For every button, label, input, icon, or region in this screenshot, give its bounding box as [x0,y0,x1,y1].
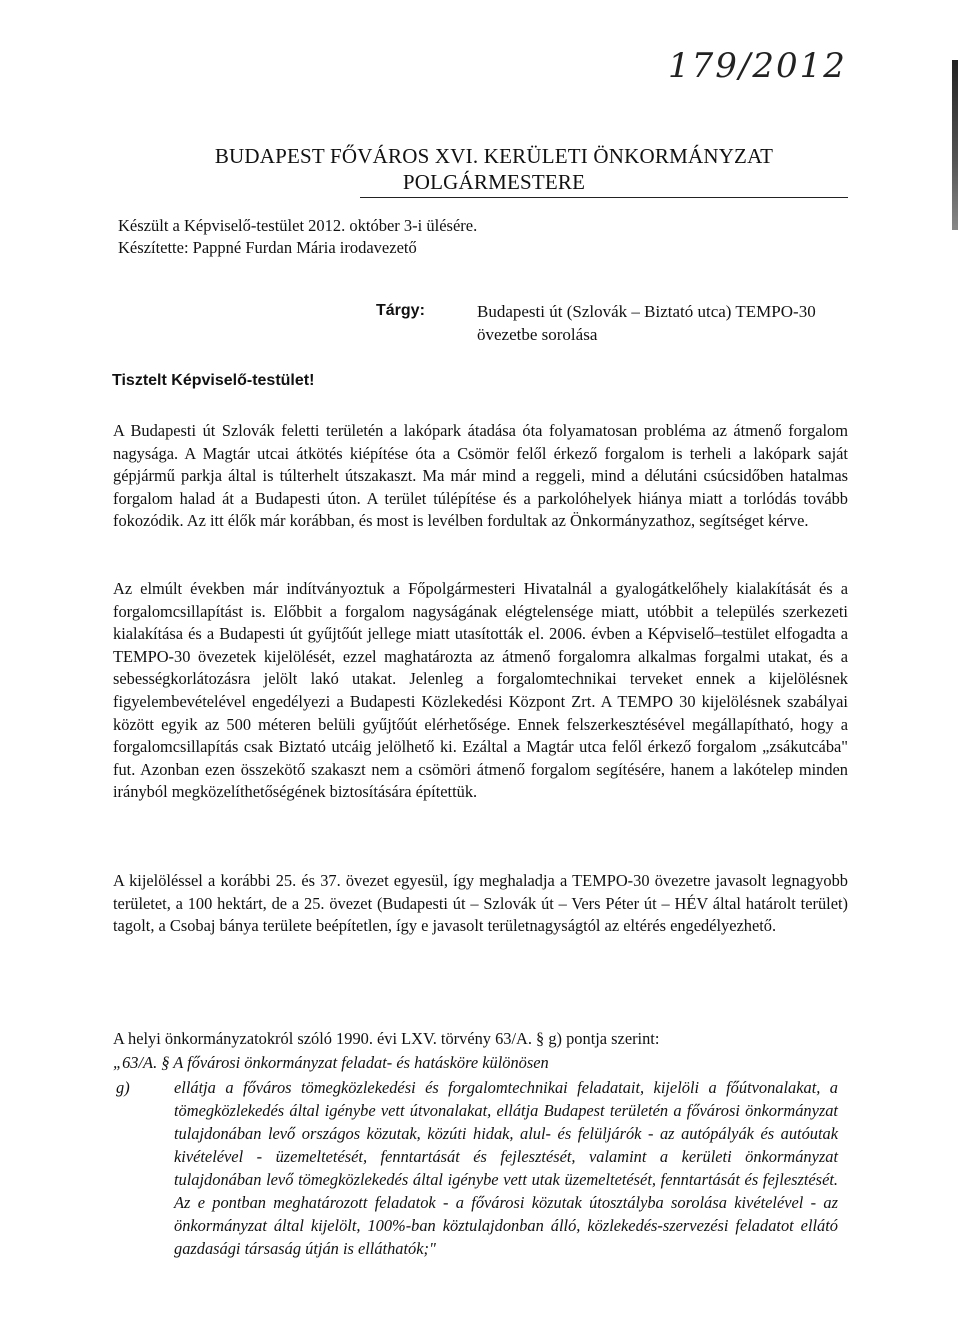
subject-text: Budapesti út (Szlovák – Biztató utca) TEMPO-30 övezetbe sorolása [477,302,816,344]
law-quote-heading: „63/A. § A fővárosi önkormányzat feladat- és hatásköre különösen [113,1053,549,1072]
header-rule [360,197,848,198]
scan-edge-mark [952,60,958,230]
paragraph-2: Az elmúlt években már indítványoztuk a Főpolgármesteri Hivatalnál a gyalogátkelőhely kialakítását és a forgalomcsillapítást is. Előbbit a forgalom nagyságának elégtelensége miatt, utóbbit a település szerkezeti kialakítása és a Budapesti út gyűjtőút jellege miatt utasították el. 2006. évben a Képviselő–testület elfogadta a TEMPO-30 övezetek kijelölését, ezzel maghatározta az átmenő forgalomra alkalmas forgalmi utakat, és a sebességkorlátozásra jelölt lakó utakat. Jelenleg a forgalomtechnikai terveket ennek a kijelölésnek figyelembevételével engedélyezi a Budapesti Közlekedési Központ Zrt. A TEMPO 30 kijelölésnek szabályai között egyik az 500 méteren belüli gyűjtőút elérhetősége. Ennek felszerkesztésével megállapítható, hogy a forgalomcsillapítás csak Biztató utcáig jelölhető ki. Ezáltal a Magtár utca felől érkező forgalom „zsákutcába" fut. Azonban ezen összekötő szakaszt nem a csömöri átmenő forgalom segítésére, hanem a lakótelep minden irányból megközelíthetőségének biztosítására építettük. [113,579,848,802]
law-quote-point-marker: g) [116,1078,130,1097]
header-office: POLGÁRMESTERE [402,170,586,194]
paragraph-1: A Budapesti út Szlovák feletti területén a lakópark átadása óta folyamatosan probléma az átmenő forgalom nagysága. A Magtár utcai átkötés kiépítése óta a Csömör felől érkező forgalom is terheli a lakópark saját gépjármű parkja által is túlterhelt útszakaszt. Ma már mind a reggeli, mind a délutáni csúcsidőben hatalmas forgalom halad át a Budapesti úton. A terület túlépítése és a parkolóhelyek hiánya miatt a torlódás tovább fokozódik. Az itt élők már korábban, és most is levélben fordultak az Önkormányzathoz, segítséget kérve. [113,421,848,531]
greeting: Tisztelt Képviselő-testület! [112,372,315,389]
subject-label: Tárgy: [376,302,425,319]
prepared-by-line: Készítette: Pappné Furdan Mária irodavezető [118,238,417,257]
handwritten-reference-number: 179/2012 [668,46,847,86]
paragraph-3: A kijelöléssel a korábbi 25. és 37. övezet egyesül, így meghaladja a TEMPO-30 övezetre javasolt legnagyobb területet, a 100 hektárt, de a 25. övezet (Budapesti út – Szlovák út – Vers Péter út – HÉV által határolt terület) tagolt, a Csobaj bánya területe beépítetlen, így e javasolt területnagyságtól az eltérés engedélyezhető. [113,871,848,936]
header-municipality: BUDAPEST FŐVÁROS XVI. KERÜLETI ÖNKORMÁNYZAT [214,144,774,168]
prepared-for-line: Készült a Képviselő-testület 2012. október 3-i ülésére. [118,216,478,235]
law-quote-body: ellátja a főváros tömegközlekedési és forgalomtechnikai feladatait, kijelöli a főútvonalakat, a tömegközlekedés által igénybe vett útvonalakat, ellátja Budapest területén a fővárosi önkormányzat tulajdonában levő országos közutak, közúti hidak, alul- és felüljárók - az autópályák és autóutak kivételével - üzemeltetését, fenntartását és fejlesztését, valamint a kerületi önkormányzat tulajdonában levő tömegközlekedés által igénybe vett utak üzemeltetését, fenntartását és fejlesztését. Az e pontban meghatározott feladatok - a fővárosi közutak útosztályba sorolása kivételével - az önkormányzat által kijelölt, 100%-ban köztulajdonban álló, közlekedés-szervezési feladatot ellátó gazdasági társaság útján is elláthatók;" [174,1078,838,1258]
paragraph-4: A helyi önkormányzatokról szóló 1990. évi LXV. törvény 63/A. § g) pontja szerint: [113,1029,660,1048]
